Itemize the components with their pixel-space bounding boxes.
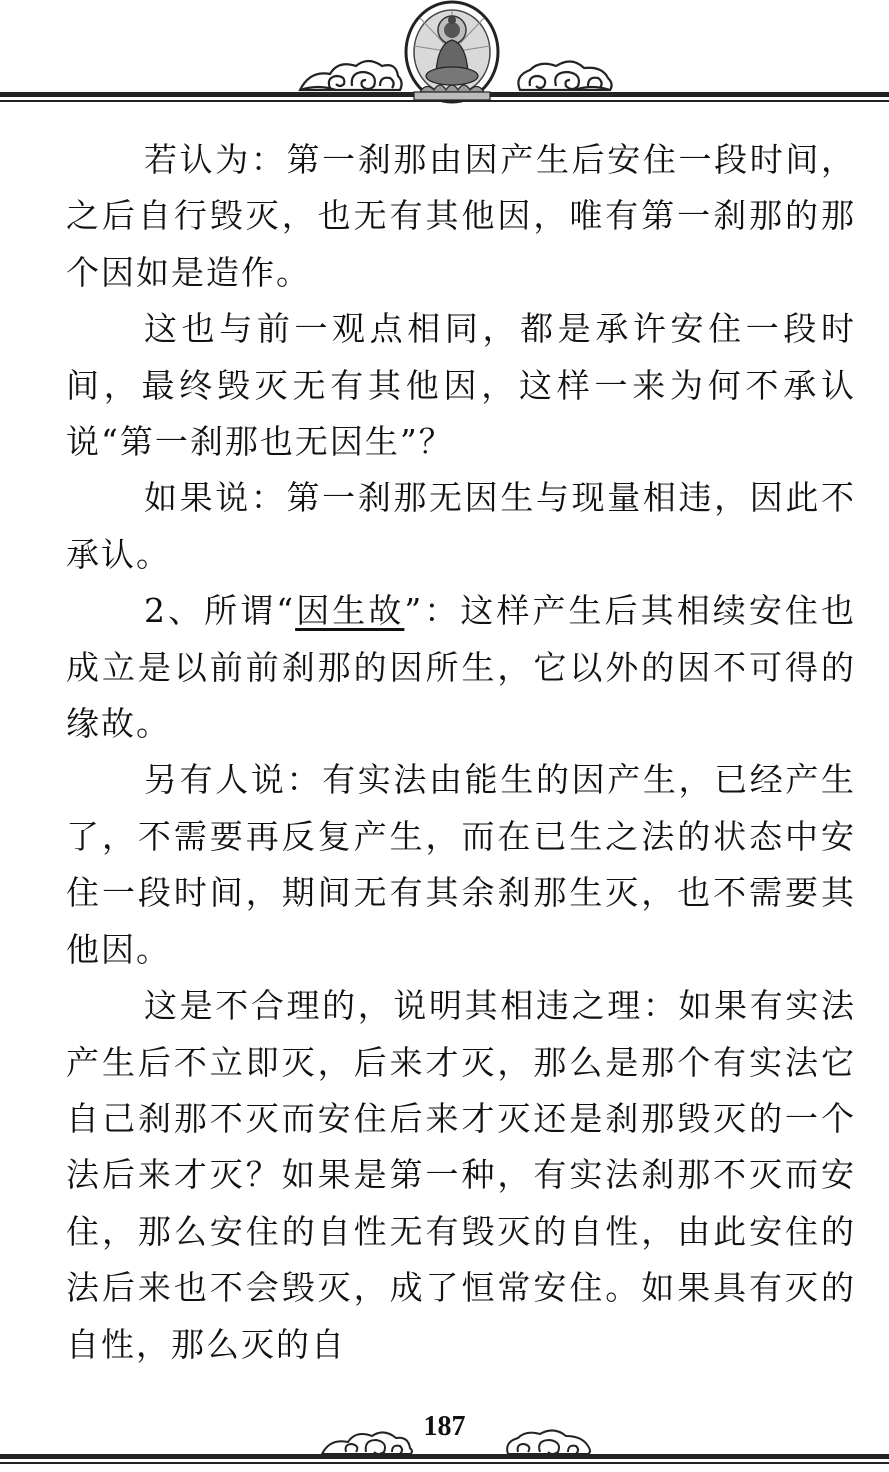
buddha-emblem-icon bbox=[406, 2, 498, 102]
paragraph: 这是不合理的，说明其相违之理：如果有实法产生后不立即灭，后来才灭，那么是那个有实法它自己刹那不灭而安住后来才灭还是刹那毁灭的一个法后来才灭？如果是第一种，有实法刹那不灭而安住，那么安住的自性无有毁灭的自性，由此安住的法后来也不会毁灭，成了恒常安住。如果具有灭的自性，那么灭的自 bbox=[66, 986, 856, 1364]
cloud-scroll-icon bbox=[518, 61, 611, 90]
page-body bbox=[66, 132, 856, 1373]
paragraph: 如果说：第一刹那无因生与现量相违，因此不承认。 bbox=[66, 478, 856, 574]
paragraph: 若认为：第一刹那由因产生后安住一段时间，之后自行毁灭，也无有其他因，唯有第一刹那的那个因如是造作。 bbox=[66, 140, 856, 292]
footer-rule-thin bbox=[0, 1462, 889, 1464]
footer-rule-thick bbox=[0, 1454, 889, 1459]
paragraph: 这也与前一观点相同，都是承许安住一段时间，最终毁灭无有其他因，这样一来为何不承认说“第一刹那也无因生”？ bbox=[66, 309, 856, 462]
paragraph-rest: ”：这样产生后其相续安住也成立是以前前刹那的因所生，它以外的因不可得的缘故。 bbox=[66, 591, 856, 744]
header-ornament bbox=[0, 0, 889, 115]
cloud-scroll-icon bbox=[300, 61, 402, 90]
paragraph: 另有人说：有实法由能生的因产生，已经产生了，不需要再反复产生，而在已生之法的状态中安住一段时间，期间无有其余刹那生灭，也不需要其他因。 bbox=[66, 760, 856, 969]
underlined-term: 因生故 bbox=[295, 591, 405, 631]
paragraph-lead: 2、所谓“ bbox=[144, 591, 296, 631]
page-number: 187 bbox=[423, 1411, 466, 1442]
page-header bbox=[0, 0, 889, 115]
paragraph bbox=[66, 583, 856, 752]
